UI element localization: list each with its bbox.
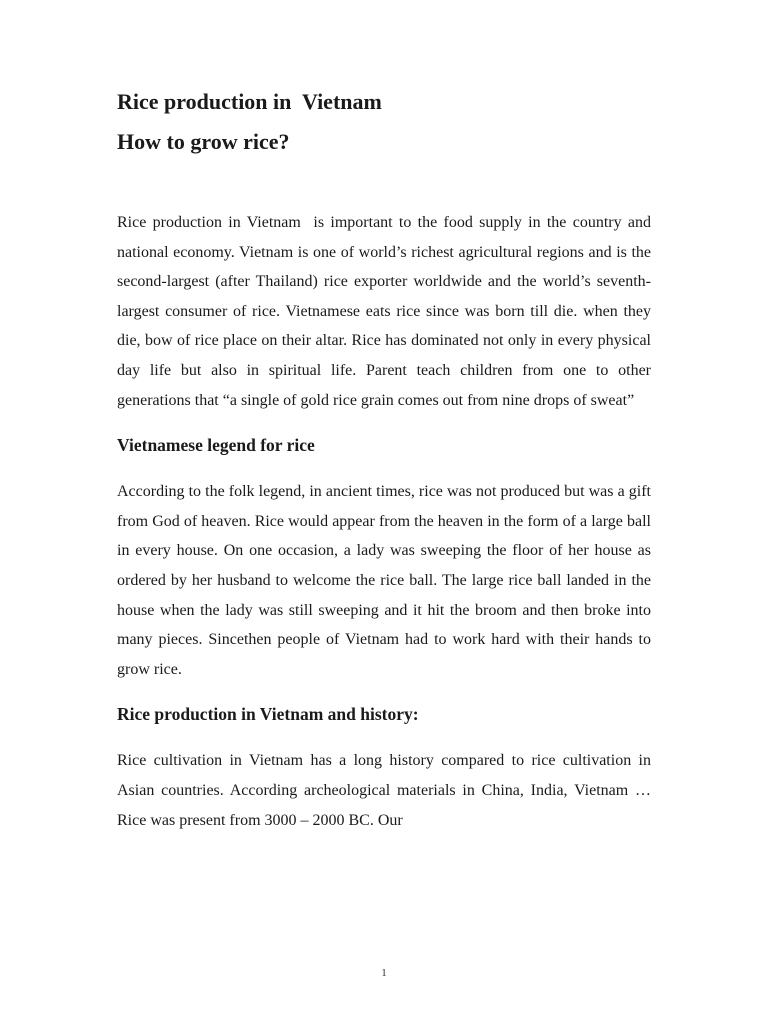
paragraph-intro: Rice production in Vietnam is important to the food supply in the country and national economy. Vietnam is one of world’s richest agricultural regions and is the second-largest (after Thailand) rice exporter worldwide and the world’s seventh-largest consumer of rice. Vietnamese eats rice since was born till die. when they die, bow of rice place on their altar. Rice has dominated not only in every physical day life but also in spiritual life. Parent teach children from one to other generations that “a single of gold rice grain comes out from nine drops of sweat”: [117, 214, 655, 409]
spacer: [117, 457, 651, 477]
page-number: 1: [381, 967, 387, 979]
document-title: Rice production in Vietnam: [117, 89, 382, 114]
page-content: [117, 86, 655, 835]
spacer: [117, 684, 651, 702]
section-heading-legend: Vietnamese legend for rice: [117, 435, 315, 456]
paragraph-history: Rice cultivation in Vietnam has a long history compared to rice cultivation in Asian countries. According archeological materials in China, India, Vietnam … Rice was present from 3000 – 2000 BC. Our: [117, 752, 655, 829]
spacer: [117, 415, 651, 433]
document-subtitle: How to grow rice?: [117, 129, 290, 154]
spacer: [117, 158, 651, 208]
paragraph-legend: According to the folk legend, in ancient times, rice was not produced but was a gift from God of heaven. Rice would appear from the heaven in the form of a large ball in every house. On one occasion, a lady was sweeping the floor of her house as ordered by her husband to welcome the rice ball. The large rice ball landed in the house when the lady was still sweeping and it hit the broom and then broke into many pieces. Sincethen people of Vietnam had to work hard with their hands to grow rice.: [117, 483, 655, 678]
section-heading-history: Rice production in Vietnam and history:: [117, 704, 419, 725]
spacer: [117, 726, 651, 746]
